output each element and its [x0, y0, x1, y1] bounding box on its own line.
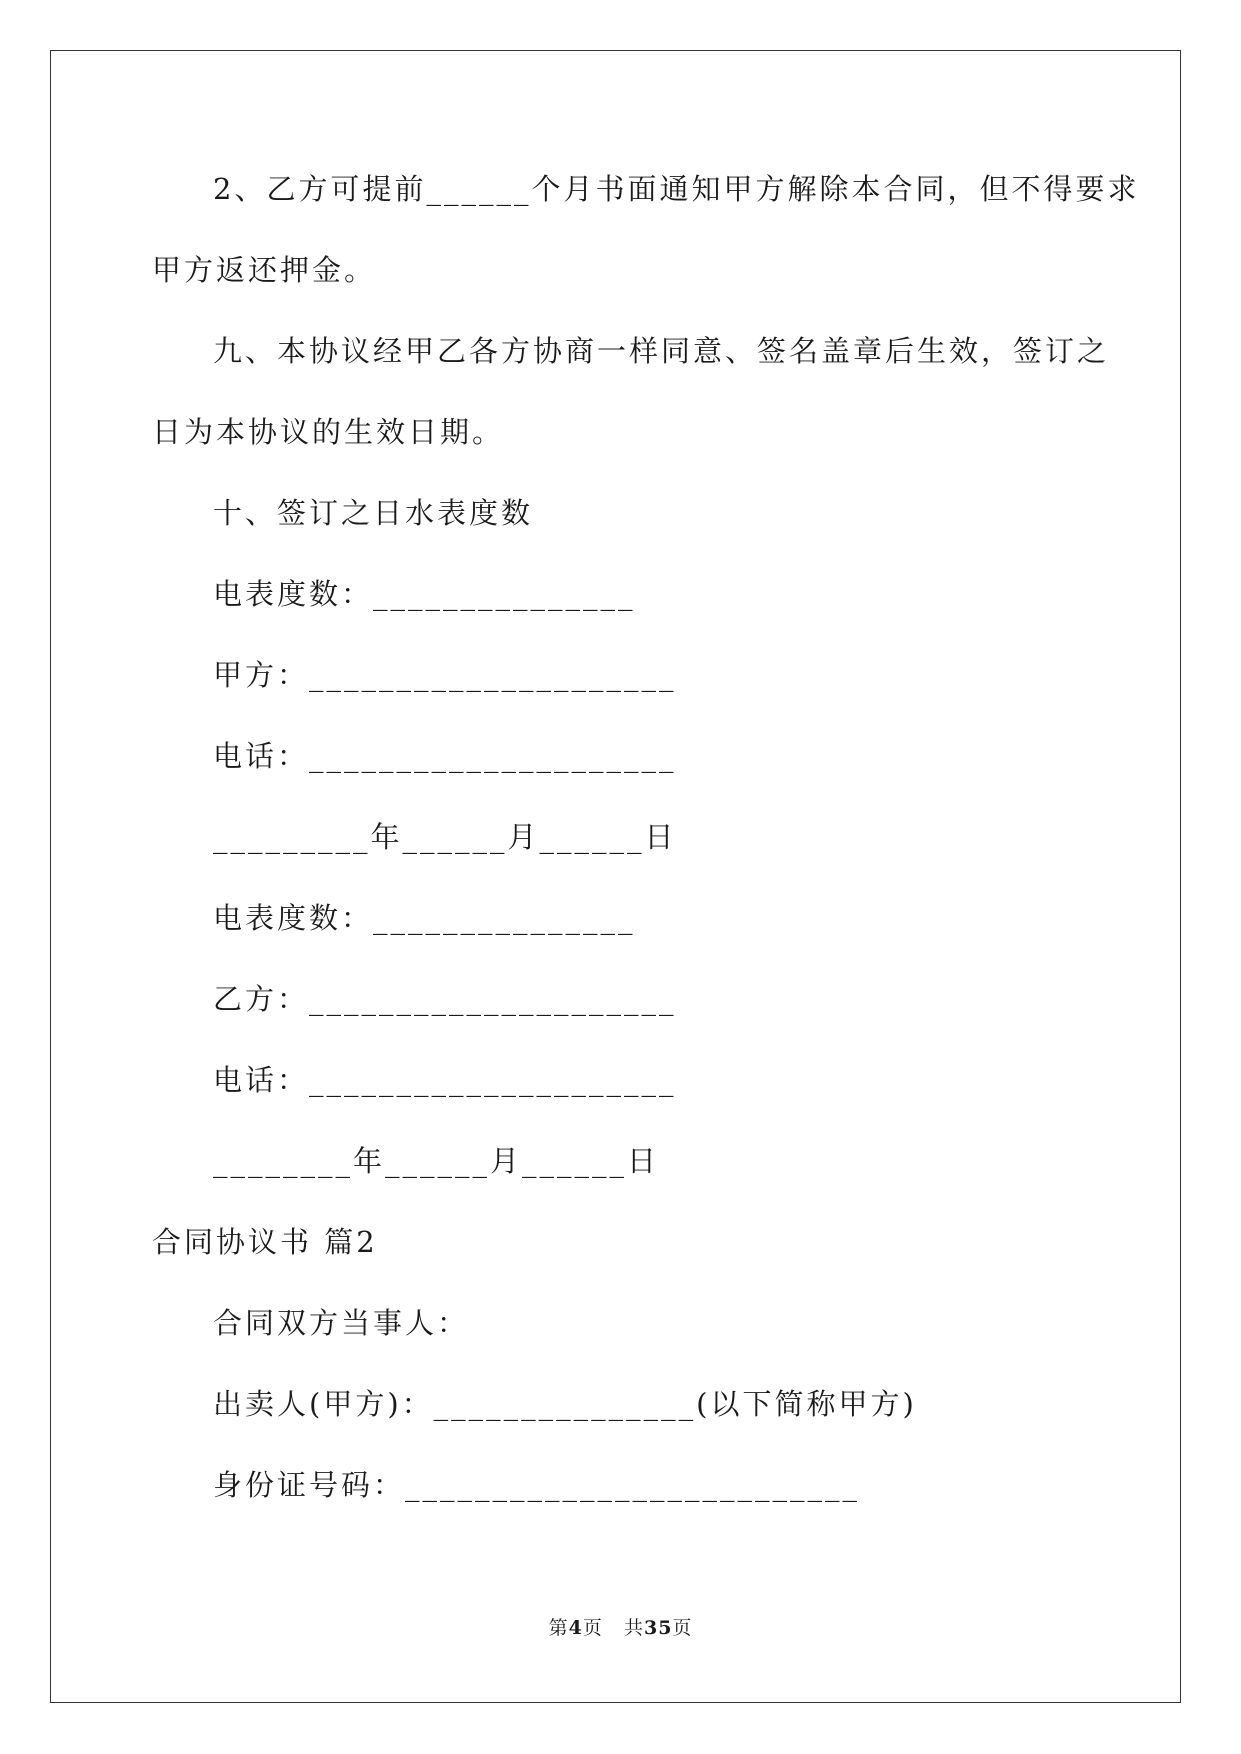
footer-prefix: 第 — [548, 1617, 569, 1639]
paragraph-parties: 合同双方当事人： — [213, 1306, 470, 1340]
page-footer — [0, 1613, 1241, 1640]
field-party-b: 乙方：_____________________ — [213, 982, 677, 1016]
field-party-a: 甲方：_____________________ — [213, 658, 677, 692]
field-phone-a: 电话：_____________________ — [213, 739, 677, 773]
paragraph-10-water-meter: 十、签订之日水表度数 — [213, 496, 534, 530]
footer-total-prefix: 共 — [623, 1617, 644, 1639]
paragraph-2-terminate: 2、乙方可提前______个月书面通知甲方解除本合同，但不得要求 — [213, 172, 1140, 206]
paragraph-deposit: 甲方返还押金。 — [152, 253, 377, 287]
field-electric-meter-a: 电表度数：_______________ — [213, 577, 636, 611]
footer-page-suffix: 页 — [582, 1617, 603, 1639]
field-phone-b: 电话：_____________________ — [213, 1063, 677, 1097]
field-seller: 出卖人(甲方)：_______________(以下简称甲方) — [213, 1387, 917, 1421]
field-date-b: ________年______月______日 — [213, 1144, 660, 1178]
field-electric-meter-b: 电表度数：_______________ — [213, 901, 636, 935]
field-id-number: 身份证号码：__________________________ — [213, 1468, 861, 1502]
page-number: 4 — [568, 1617, 583, 1639]
footer-total-suffix: 页 — [672, 1617, 693, 1639]
paragraph-effective-date: 日为本协议的生效日期。 — [152, 415, 505, 449]
total-pages: 35 — [643, 1617, 673, 1639]
paragraph-9-effective: 九、本协议经甲乙各方协商一样同意、签名盖章后生效，签订之 — [213, 334, 1110, 368]
field-date-a: _________年______月______日 — [213, 820, 677, 854]
page-border — [50, 50, 1181, 1703]
section-heading: 合同协议书 篇2 — [152, 1225, 378, 1259]
